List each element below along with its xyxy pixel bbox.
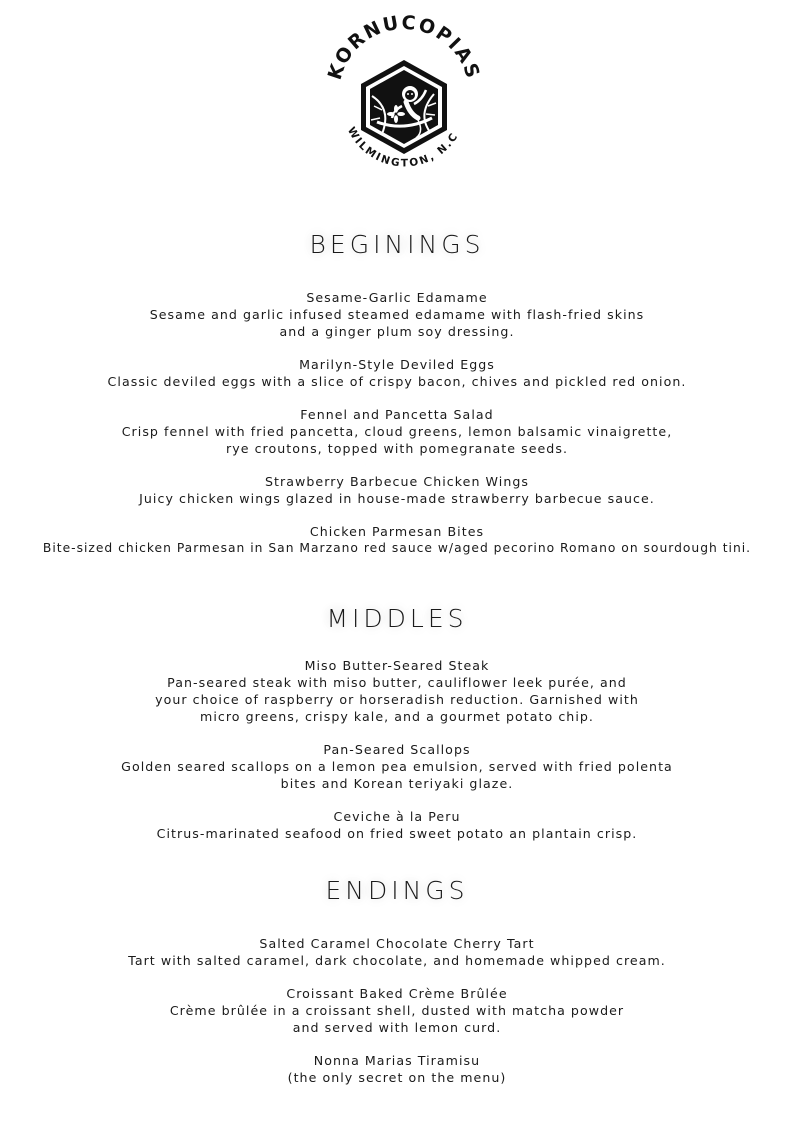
menu-item-description: and served with lemon curd. [292,1020,502,1035]
menu-item-description: and a ginger plum soy dressing. [279,324,515,339]
monkey-emblem-icon [361,60,447,154]
menu-item-description: Pan-seared steak with miso butter, cauliflower leek purée, and [167,675,627,690]
menu-item-name: Ceviche à la Peru [333,809,461,824]
menu-item-description: Tart with salted caramel, dark chocolate, and homemade whipped cream. [128,953,666,968]
menu-item [0,473,794,507]
section-endings [0,876,794,1086]
menu-item [0,808,794,842]
menu-item [0,741,794,792]
menu-item-description: rye croutons, topped with pomegranate seeds. [226,441,568,456]
menu-item [0,985,794,1036]
menu-item [0,523,794,557]
menu-item-name: Fennel and Pancetta Salad [300,407,494,422]
menu-item-description: Sesame and garlic infused steamed edamame with flash-fried skins [149,307,645,322]
section-title: BEGININGS [309,230,485,259]
menu-items [0,289,794,557]
section-title: ENDINGS [325,876,469,905]
logo [322,14,487,184]
menu-item-description: (the only secret on the menu) [287,1070,507,1085]
menu-item [0,657,794,725]
menu-item-description: Crisp fennel with fried pancetta, cloud greens, lemon balsamic vinaigrette, [121,424,673,439]
menu-item-name: Miso Butter-Seared Steak [304,658,490,673]
section-title: MIDDLES [326,604,468,633]
menu-item [0,935,794,969]
section-beginnings [0,230,794,557]
menu-item-name: Marilyn-Style Deviled Eggs [299,357,495,372]
menu-item-description: your choice of raspberry or horseradish reduction. Garnished with [155,692,639,707]
kornucopias-logo [322,14,487,184]
menu-item-name: Chicken Parmesan Bites [309,524,485,539]
menu-item-description: micro greens, crispy kale, and a gourmet potato chip. [200,709,594,724]
menu-item [0,289,794,340]
menu-item-description: bites and Korean teriyaki glaze. [280,776,514,791]
menu-items [0,657,794,842]
menu-item-description: Juicy chicken wings glazed in house-made strawberry barbecue sauce. [139,491,655,506]
menu-item-name: Sesame-Garlic Edamame [306,290,488,305]
logo-brand-text: KORNUCOPIAS [323,14,485,83]
logo-location-text: WILMINGTON, N.C [344,125,462,170]
menu-item-description: Bite-sized chicken Parmesan in San Marzano red sauce w/aged pecorino Romano on sourdough tini. [42,541,752,555]
menu-item-name: Nonna Marias Tiramisu [313,1053,481,1068]
menu-item [0,406,794,457]
menu-item-description: Classic deviled eggs with a slice of crispy bacon, chives and pickled red onion. [107,374,687,389]
menu-item-description: Golden seared scallops on a lemon pea emulsion, served with fried polenta [121,759,673,774]
menu-item-name: Croissant Baked Crème Brûlée [286,986,508,1001]
menu-item [0,1052,794,1086]
menu-item-name: Strawberry Barbecue Chicken Wings [264,474,530,489]
section-middles [0,604,794,842]
menu-item-description: Crème brûlée in a croissant shell, dusted with matcha powder [169,1003,625,1018]
menu-item-description: Citrus-marinated seafood on fried sweet potato an plantain crisp. [156,826,638,841]
menu-item-name: Pan-Seared Scallops [323,742,471,757]
menu-item [0,356,794,390]
menu-items [0,935,794,1086]
menu-item-name: Salted Caramel Chocolate Cherry Tart [259,936,535,951]
